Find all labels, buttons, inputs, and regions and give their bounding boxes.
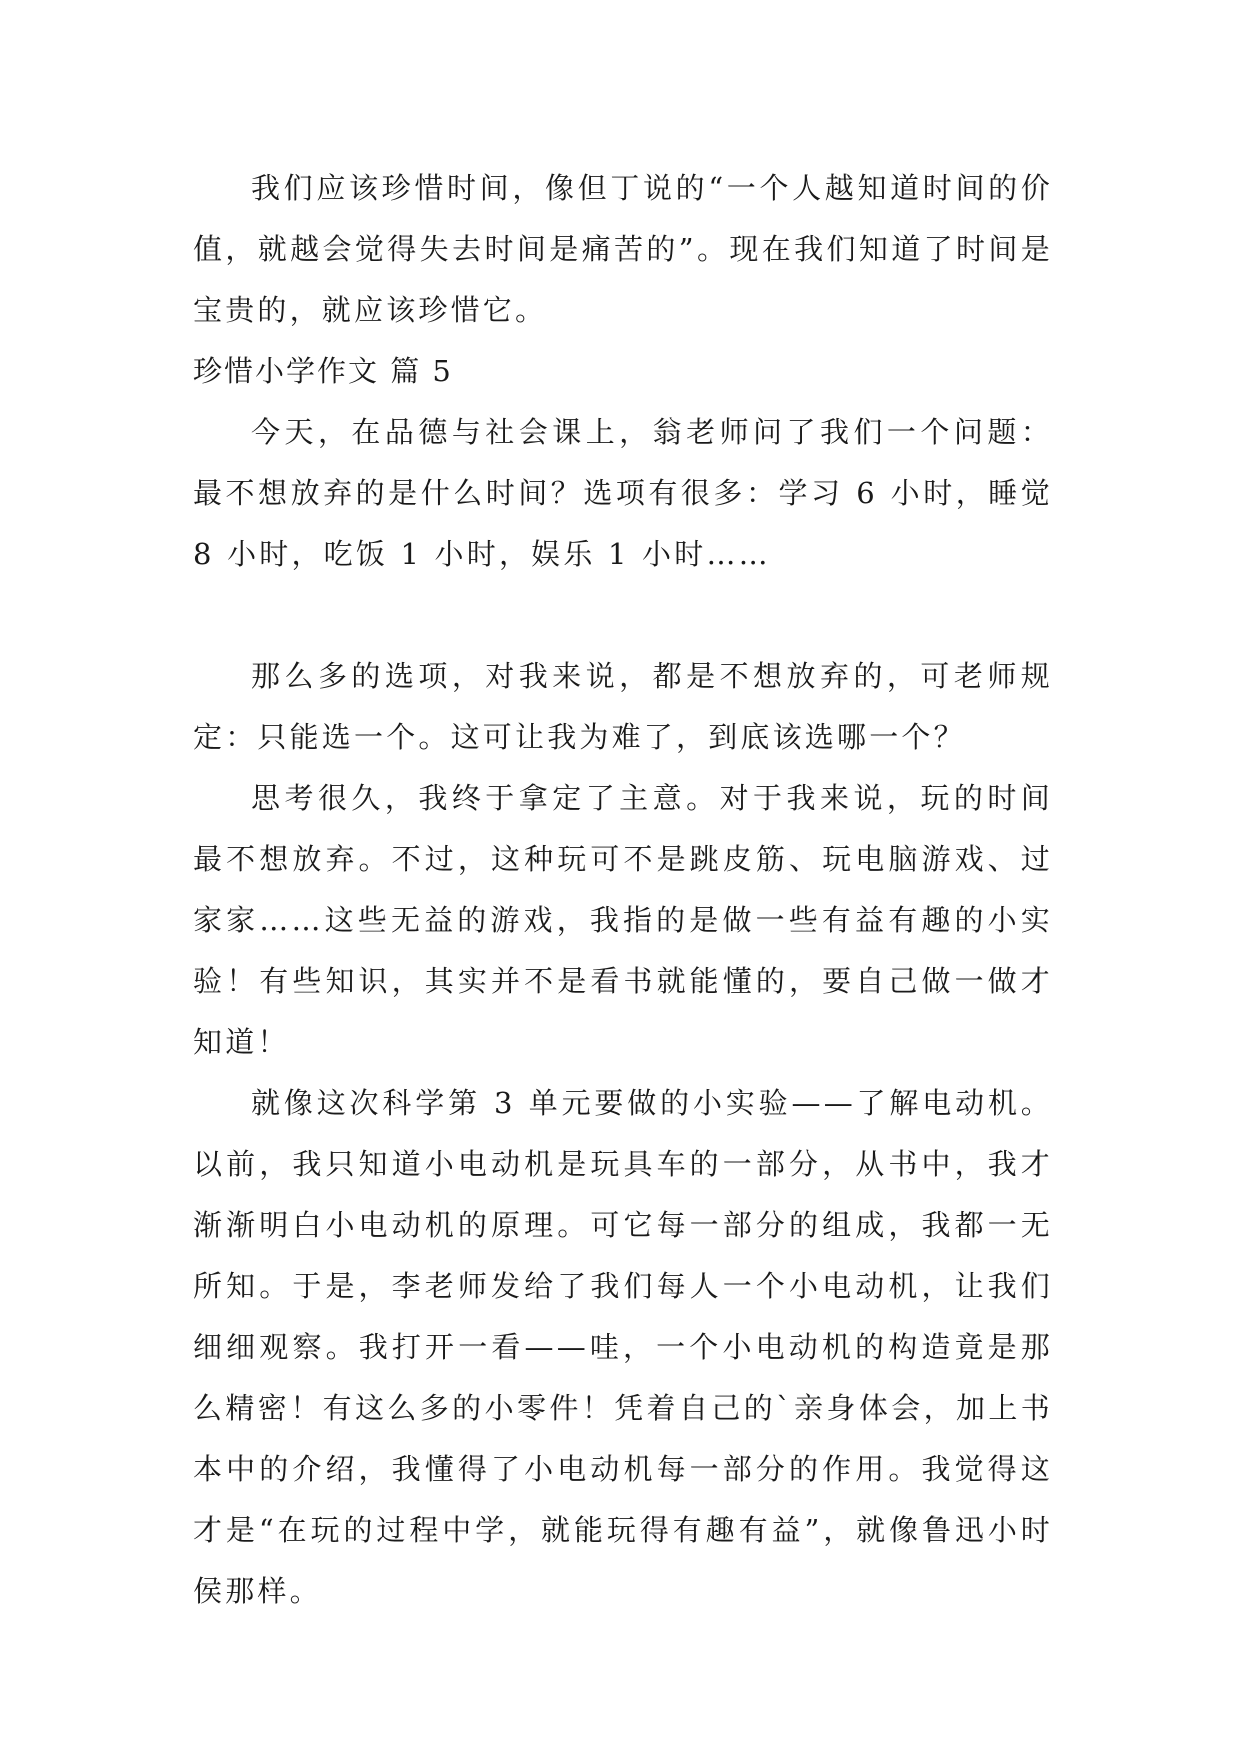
- section-heading: 珍惜小学作文 篇 5: [193, 354, 453, 388]
- document-body: [193, 158, 1053, 1622]
- blank-line: [193, 585, 1053, 646]
- paragraph-options: 那么多的选项，对我来说，都是不想放弃的，可老师规定：只能选一个。这可让我为难了，到底该选哪一个？: [193, 659, 1053, 754]
- paragraph-question: 今天，在品德与社会课上，翁老师问了我们一个问题：最不想放弃的是什么时间？选项有很多：学习 6 小时，睡觉 8 小时，吃饭 1 小时，娱乐 1 小时……: [193, 415, 1053, 571]
- paragraph-intro: 我们应该珍惜时间，像但丁说的“一个人越知道时间的价值，就越会觉得失去时间是痛苦的”。现在我们知道了时间是宝贵的，就应该珍惜它。: [193, 171, 1053, 327]
- paragraph-decision: 思考很久，我终于拿定了主意。对于我来说，玩的时间最不想放弃。不过，这种玩可不是跳皮筋、玩电脑游戏、过家家……这些无益的游戏，我指的是做一些有益有趣的小实验！有些知识，其实并不是看书就能懂的，要自己做一做才知道！: [193, 781, 1053, 1059]
- paragraph-experiment: 就像这次科学第 3 单元要做的小实验——了解电动机。以前，我只知道小电动机是玩具车的一部分，从书中，我才渐渐明白小电动机的原理。可它每一部分的组成，我都一无所知。于是，李老师发给了我们每人一个小电动机，让我们细细观察。我打开一看——哇，一个小电动机的构造竟是那么精密！有这么多的小零件！凭着自己的`亲身体会，加上书本中的介绍，我懂得了小电动机每一部分的作用。我觉得这才是“在玩的过程中学，就能玩得有趣有益”，就像鲁迅小时侯那样。: [193, 1086, 1053, 1608]
